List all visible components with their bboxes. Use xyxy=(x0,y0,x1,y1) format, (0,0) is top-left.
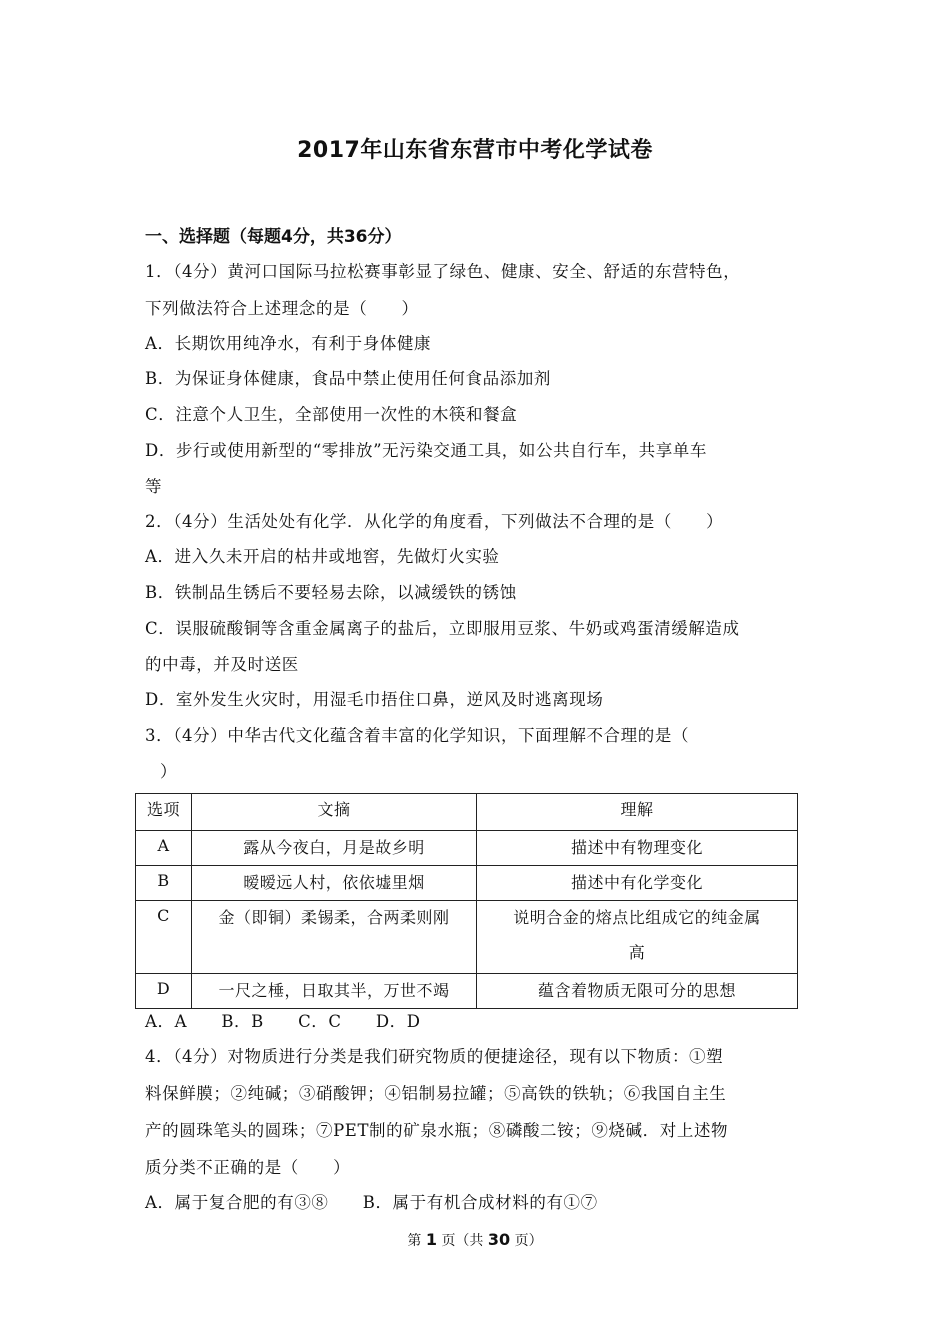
question-4-stem: 4．（4分）对物质进行分类是我们研究物质的便捷途径，现有以下物质：①塑 xyxy=(145,1047,724,1066)
question-3-options: A．A B．B C．C D．D xyxy=(145,1012,421,1031)
table-cell: C xyxy=(136,901,192,974)
table-cell: 暧暧远人村，依依墟里烟 xyxy=(192,866,477,901)
table-cell: B xyxy=(136,866,192,901)
table-cell: 金（即铜）柔锡柔，合两柔则刚 xyxy=(192,901,477,974)
question-2-option-c-cont: 的中毒，并及时送医 xyxy=(145,655,299,674)
table-header-cell: 文摘 xyxy=(192,794,477,831)
question-2-option-b: B．铁制品生锈后不要轻易去除，以减缓铁的锈蚀 xyxy=(145,583,517,602)
question-3-stem-cont: ） xyxy=(160,762,178,781)
footer-prefix: 第 xyxy=(407,1233,422,1249)
question-4-stem-cont: 质分类不正确的是（ ） xyxy=(145,1158,351,1177)
question-2-option-d: D．室外发生火灾时，用湿毛巾捂住口鼻，逆风及时逃离现场 xyxy=(145,690,604,709)
table-cell: 描述中有物理变化 xyxy=(477,831,798,866)
table-cell: 露从今夜白，月是故乡明 xyxy=(192,831,477,866)
table-row xyxy=(136,866,798,901)
question-4-stem-cont: 产的圆珠笔头的圆珠；⑦PET制的矿泉水瓶；⑧磷酸二铵；⑨烧碱．对上述物 xyxy=(145,1121,729,1140)
footer-suffix: 页） xyxy=(514,1233,543,1249)
question-3-table xyxy=(135,793,798,1009)
table-row xyxy=(136,901,798,974)
footer-middle: 页（共 xyxy=(441,1233,484,1249)
question-4-options-ab: A．属于复合肥的有③⑧ B．属于有机合成材料的有①⑦ xyxy=(145,1193,598,1212)
question-1-option-d-cont: 等 xyxy=(145,477,163,496)
table-header-cell: 选项 xyxy=(136,794,192,831)
question-1-stem-cont: 下列做法符合上述理念的是（ ） xyxy=(145,299,419,318)
section-heading: 一、选择题（每题4分，共36分） xyxy=(145,227,402,247)
page-title: 2017年山东省东营市中考化学试卷 xyxy=(297,138,653,163)
question-1-option-a: A．长期饮用纯净水，有利于身体健康 xyxy=(145,334,432,353)
table-header-row xyxy=(136,794,798,831)
table-cell: 一尺之棰，日取其半，万世不竭 xyxy=(192,974,477,1009)
table-cell: D xyxy=(136,974,192,1009)
question-2-option-c: C．误服硫酸铜等含重金属离子的盐后，立即服用豆浆、牛奶或鸡蛋清缓解造成 xyxy=(145,619,740,638)
table-cell: 描述中有化学变化 xyxy=(477,866,798,901)
table-cell: 说明合金的熔点比组成它的纯金属 高 xyxy=(477,901,798,974)
table-row xyxy=(136,831,798,866)
question-1-option-d: D．步行或使用新型的“零排放”无污染交通工具，如公共自行车，共享单车 xyxy=(145,441,707,460)
table-cell: 蕴含着物质无限可分的思想 xyxy=(477,974,798,1009)
question-1-stem: 1．（4分）黄河口国际马拉松赛事彰显了绿色、健康、安全、舒适的东营特色， xyxy=(145,262,741,281)
question-2-option-a: A．进入久未开启的枯井或地窖，先做灯火实验 xyxy=(145,547,500,566)
question-4-stem-cont: 料保鲜膜；②纯碱；③硝酸钾；④铝制易拉罐；⑤高铁的铁轨；⑥我国自主生 xyxy=(145,1084,727,1103)
question-1-option-b: B．为保证身体健康，食品中禁止使用任何食品添加剂 xyxy=(145,369,552,388)
table-cell: A xyxy=(136,831,192,866)
footer-total-pages: 30 xyxy=(487,1230,511,1249)
page-footer xyxy=(0,1230,950,1250)
footer-page-number: 1 xyxy=(425,1230,437,1249)
table-header-cell: 理解 xyxy=(477,794,798,831)
table-row xyxy=(136,974,798,1009)
question-2-stem: 2．（4分）生活处处有化学．从化学的角度看，下列做法不合理的是（ ） xyxy=(145,512,724,531)
question-1-option-c: C．注意个人卫生，全部使用一次性的木筷和餐盒 xyxy=(145,405,518,424)
question-3-stem: 3．（4分）中华古代文化蕴含着丰富的化学知识，下面理解不合理的是（ xyxy=(145,726,690,745)
